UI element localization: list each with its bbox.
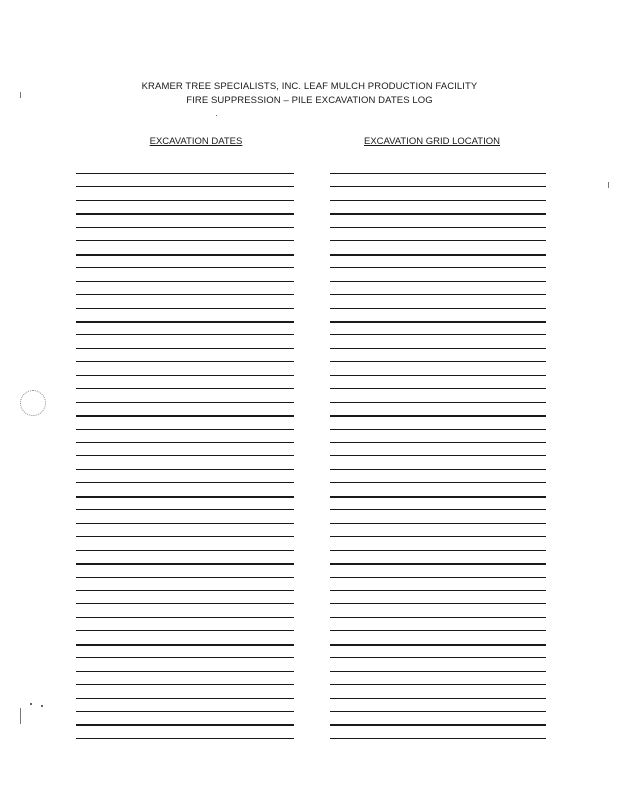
grid-location-entry-line[interactable] — [330, 361, 546, 362]
grid-location-entry-line[interactable] — [330, 536, 546, 537]
grid-location-entry-line[interactable] — [330, 630, 546, 631]
date-entry-line[interactable] — [76, 442, 294, 443]
date-entry-line[interactable] — [76, 523, 294, 524]
date-entry-line[interactable] — [76, 536, 294, 537]
grid-location-entry-line[interactable] — [330, 429, 546, 430]
date-entry-line[interactable] — [76, 334, 294, 335]
date-entry-line[interactable] — [76, 254, 294, 256]
grid-location-entry-line[interactable] — [330, 563, 546, 565]
date-entry-line[interactable] — [76, 684, 294, 685]
date-entry-line[interactable] — [76, 590, 294, 591]
grid-location-entry-line[interactable] — [330, 173, 546, 174]
date-entry-line[interactable] — [76, 509, 294, 510]
document-title: KRAMER TREE SPECIALISTS, INC. LEAF MULCH PRODUCTION FACILITY — [141, 81, 478, 92]
grid-location-entry-line[interactable] — [330, 200, 546, 201]
grid-location-entry-line[interactable] — [330, 240, 546, 241]
margin-speck — [216, 115, 217, 116]
date-entry-line[interactable] — [76, 630, 294, 631]
date-entry-line[interactable] — [76, 267, 294, 268]
grid-location-entry-line[interactable] — [330, 334, 546, 335]
date-entry-line[interactable] — [76, 240, 294, 241]
grid-location-entry-line[interactable] — [330, 375, 546, 376]
date-entry-line[interactable] — [76, 482, 294, 483]
grid-location-entry-line[interactable] — [330, 348, 546, 349]
grid-location-entry-line[interactable] — [330, 402, 546, 403]
date-entry-line[interactable] — [76, 186, 294, 187]
date-entry-line[interactable] — [76, 698, 294, 699]
grid-location-entry-line[interactable] — [330, 684, 546, 685]
grid-location-entry-line[interactable] — [330, 388, 546, 389]
date-entry-line[interactable] — [76, 294, 294, 295]
date-entry-line[interactable] — [76, 173, 294, 174]
date-entry-line[interactable] — [76, 348, 294, 349]
grid-location-entry-line[interactable] — [330, 442, 546, 443]
grid-location-entry-line[interactable] — [330, 482, 546, 483]
date-entry-line[interactable] — [76, 308, 294, 309]
grid-location-entry-line[interactable] — [330, 724, 546, 726]
date-entry-line[interactable] — [76, 429, 294, 430]
date-entry-line[interactable] — [76, 415, 294, 417]
margin-speck — [30, 703, 32, 705]
grid-location-entry-line[interactable] — [330, 254, 546, 256]
grid-location-entry-line[interactable] — [330, 550, 546, 551]
date-entry-line[interactable] — [76, 711, 294, 712]
date-entry-line[interactable] — [76, 496, 294, 498]
date-entry-line[interactable] — [76, 577, 294, 578]
date-entry-line[interactable] — [76, 213, 294, 215]
excavation-grid-location-header: EXCAVATION GRID LOCATION — [363, 136, 500, 147]
date-entry-line[interactable] — [76, 388, 294, 389]
date-entry-line[interactable] — [76, 617, 294, 618]
date-entry-line[interactable] — [76, 375, 294, 376]
date-entry-line[interactable] — [76, 200, 294, 201]
grid-location-entry-line[interactable] — [330, 294, 546, 295]
grid-location-entry-line[interactable] — [330, 281, 546, 282]
document-subtitle: FIRE SUPPRESSION – PILE EXCAVATION DATES LOG — [186, 95, 433, 106]
date-entry-line[interactable] — [76, 281, 294, 282]
grid-location-entry-line[interactable] — [330, 496, 546, 498]
grid-location-entry-line[interactable] — [330, 590, 546, 591]
grid-location-entry-line[interactable] — [330, 469, 546, 470]
grid-location-entry-line[interactable] — [330, 738, 546, 739]
date-entry-line[interactable] — [76, 402, 294, 403]
date-entry-line[interactable] — [76, 227, 294, 228]
grid-location-entry-line[interactable] — [330, 644, 546, 646]
grid-location-entry-line[interactable] — [330, 227, 546, 228]
grid-location-entry-line[interactable] — [330, 603, 546, 604]
grid-location-entry-line[interactable] — [330, 577, 546, 578]
grid-location-entry-line[interactable] — [330, 321, 546, 323]
date-entry-line[interactable] — [76, 738, 294, 739]
grid-location-entry-line[interactable] — [330, 213, 546, 215]
grid-location-entry-line[interactable] — [330, 671, 546, 672]
date-entry-line[interactable] — [76, 455, 294, 456]
date-entry-line[interactable] — [76, 550, 294, 551]
punch-hole-mark — [20, 390, 46, 416]
date-entry-line[interactable] — [76, 469, 294, 470]
grid-location-entry-line[interactable] — [330, 415, 546, 417]
date-entry-line[interactable] — [76, 361, 294, 362]
date-entry-line[interactable] — [76, 724, 294, 726]
margin-mark — [20, 708, 21, 724]
date-entry-line[interactable] — [76, 603, 294, 604]
date-entry-line[interactable] — [76, 321, 294, 323]
margin-mark — [20, 92, 21, 98]
date-entry-line[interactable] — [76, 563, 294, 565]
date-entry-line[interactable] — [76, 671, 294, 672]
grid-location-entry-line[interactable] — [330, 657, 546, 658]
grid-location-entry-line[interactable] — [330, 186, 546, 187]
grid-location-entry-line[interactable] — [330, 455, 546, 456]
excavation-dates-header: EXCAVATION DATES — [149, 136, 243, 147]
grid-location-entry-line[interactable] — [330, 617, 546, 618]
date-entry-line[interactable] — [76, 644, 294, 646]
grid-location-entry-line[interactable] — [330, 698, 546, 699]
grid-location-entry-line[interactable] — [330, 267, 546, 268]
date-entry-line[interactable] — [76, 657, 294, 658]
margin-mark — [608, 182, 609, 188]
grid-location-entry-line[interactable] — [330, 509, 546, 510]
grid-location-entry-line[interactable] — [330, 308, 546, 309]
grid-location-entry-line[interactable] — [330, 523, 546, 524]
grid-location-entry-line[interactable] — [330, 711, 546, 712]
margin-speck — [41, 705, 43, 707]
